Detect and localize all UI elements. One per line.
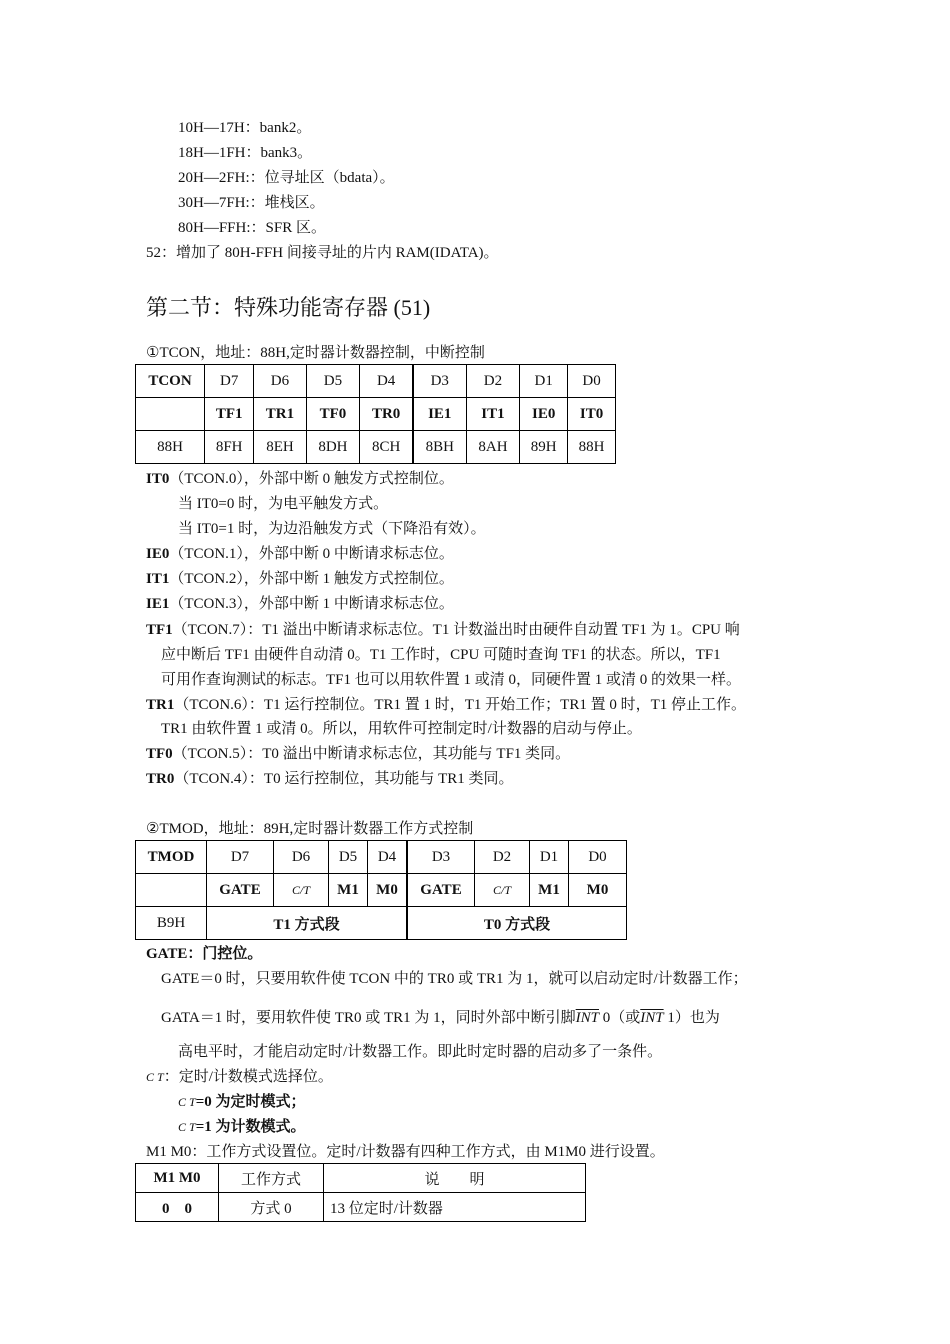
memory-map-line: 20H—2FH:：位寻址区（bdata）。 xyxy=(178,170,395,186)
table-cell: D4 xyxy=(368,841,408,874)
table-cell: C/T xyxy=(274,874,329,907)
desc-line xyxy=(146,620,740,640)
tcon-bits-row xyxy=(136,398,616,431)
table-cell xyxy=(207,907,408,940)
desc-line xyxy=(146,569,454,589)
desc-line xyxy=(146,469,454,489)
desc-text: （TCON.2），外部中断 1 触发方式控制位。 xyxy=(169,571,454,587)
table-cell: TF0 xyxy=(306,398,360,431)
int1-number: 1 xyxy=(667,1010,675,1026)
table-cell: M1 xyxy=(530,874,569,907)
table-cell: 8EH xyxy=(254,431,306,464)
table-cell: IT1 xyxy=(466,398,520,431)
bit-name: TR0 xyxy=(146,771,175,787)
table-cell: IE0 xyxy=(520,398,568,431)
ct-line xyxy=(146,1067,333,1087)
tcon-table xyxy=(135,364,616,464)
table-cell: 89H xyxy=(520,431,568,464)
note-52: 52：增加了 80H-FFH 间接寻址的片内 RAM(IDATA)。 xyxy=(146,245,499,261)
ct1-line xyxy=(178,1117,306,1137)
int0-symbol: $\overline{INT}$ xyxy=(575,1010,599,1026)
ct1-text: =1 为计数模式。 xyxy=(195,1119,306,1135)
table-cell: TR0 xyxy=(360,398,413,431)
table-cell: TCON xyxy=(136,365,205,398)
table-cell: 0 0 xyxy=(136,1193,219,1222)
bit-name: IE1 xyxy=(146,596,170,612)
ct0-line xyxy=(178,1092,306,1112)
gate1-text: GATA＝1 时，要用软件使 TR0 或 TR1 为 1，同时外部中断引脚 xyxy=(161,1010,576,1026)
table-cell: D1 xyxy=(520,365,568,398)
tmod-bits-row xyxy=(136,874,627,907)
gate1-continuation: 高电平时，才能启动定时/计数器工作。即此时定时器的启动多了一条件。 xyxy=(178,1044,663,1060)
tmod-address-row xyxy=(136,907,627,940)
tcon-caption: ①TCON，地址：88H,定时器计数器控制，中断控制 xyxy=(146,345,485,361)
int1-symbol: $\overline{INT}$ xyxy=(640,1010,664,1026)
memory-map-line: 30H—7FH:：堆栈区。 xyxy=(178,195,325,211)
table-cell: 工作方式 xyxy=(219,1164,324,1193)
table-cell: D7 xyxy=(207,841,274,874)
desc-text: （TCON.1），外部中断 0 中断请求标志位。 xyxy=(169,546,454,562)
desc-line xyxy=(146,769,514,789)
desc-line: 当 IT0=1 时，为边沿触发方式（下降沿有效）。 xyxy=(178,521,486,537)
table-cell: B9H xyxy=(136,907,207,940)
table-cell: D3 xyxy=(407,841,475,874)
desc-line: 当 IT0=0 时，为电平触发方式。 xyxy=(178,496,389,512)
ct-symbol: C T xyxy=(178,1120,196,1134)
table-cell: 88H xyxy=(568,431,616,464)
table-cell: D2 xyxy=(466,365,520,398)
section-title: 第二节：特殊功能寄存器 (51) xyxy=(146,295,431,320)
table-cell: C/T xyxy=(475,874,530,907)
memory-map-line: 10H—17H：bank2。 xyxy=(178,120,312,136)
desc-line: TR1 由软件置 1 或清 0。所以，用软件可控制定时/计数器的启动与停止。 xyxy=(161,721,642,737)
table-cell: 8BH xyxy=(413,431,466,464)
desc-line: 可用作查询测试的标志。TF1 也可以用软件置 1 或清 0，同硬件置 1 或清 0 的效果一样。 xyxy=(161,672,742,688)
mode-header-row xyxy=(136,1164,586,1193)
table-cell: M0 xyxy=(569,874,627,907)
memory-map-line: 80H—FFH:：SFR 区。 xyxy=(178,220,326,236)
tmod-header-row xyxy=(136,841,627,874)
table-cell: D0 xyxy=(569,841,627,874)
table-cell: 8CH xyxy=(360,431,413,464)
table-cell: D3 xyxy=(413,365,466,398)
ct0-text: =0 为定时模式； xyxy=(195,1094,306,1110)
gate-title: GATE：门控位。 xyxy=(146,946,263,962)
table-cell: 13 位定时/计数器 xyxy=(324,1193,586,1222)
table-cell: 方式 0 xyxy=(219,1193,324,1222)
table-cell: M0 xyxy=(368,874,408,907)
or-text: （或 xyxy=(610,1010,641,1026)
gate1-suffix: ）也为 xyxy=(674,1010,720,1026)
table-cell: IT0 xyxy=(568,398,616,431)
gate0-line: GATE＝0 时，只要用软件使 TCON 中的 TR0 或 TR1 为 1，就可以启动定时/计数器工作； xyxy=(161,971,748,987)
desc-text: （TCON.0），外部中断 0 触发方式控制位。 xyxy=(169,471,454,487)
memory-map-line: 18H—1FH：bank3。 xyxy=(178,145,313,161)
table-cell xyxy=(136,398,205,431)
table-cell: D4 xyxy=(360,365,413,398)
desc-text: （TCON.7）：T1 溢出中断请求标志位。T1 计数溢出时由硬件自动置 TF1 为 1。CPU 响 xyxy=(172,622,740,638)
table-cell: D2 xyxy=(475,841,530,874)
table-cell: D5 xyxy=(306,365,360,398)
bit-name: TR1 xyxy=(146,697,175,713)
table-cell: TF1 xyxy=(205,398,254,431)
table-cell: 88H xyxy=(136,431,205,464)
desc-line xyxy=(146,695,746,715)
table-cell: 8FH xyxy=(205,431,254,464)
ct-text: ：定时/计数模式选择位。 xyxy=(163,1069,333,1085)
table-cell: GATE xyxy=(207,874,274,907)
table-cell: D6 xyxy=(274,841,329,874)
bit-name: IT0 xyxy=(146,471,170,487)
table-cell: 8DH xyxy=(306,431,360,464)
table-cell: D0 xyxy=(568,365,616,398)
table-cell: D7 xyxy=(205,365,254,398)
desc-line xyxy=(146,544,454,564)
desc-line: 应中断后 TF1 由硬件自动清 0。T1 工作时，CPU 可随时查询 TF1 的状态。所以，TF1 xyxy=(161,647,721,663)
bit-name: IT1 xyxy=(146,571,170,587)
ct-symbol: C T xyxy=(178,1095,196,1109)
bit-name: TF1 xyxy=(146,622,173,638)
desc-text: （TCON.6）：T1 运行控制位。TR1 置 1 时，T1 开始工作；TR1 置 0 时，T1 停止工作。 xyxy=(174,697,747,713)
table-cell: TR1 xyxy=(254,398,306,431)
table-cell: D5 xyxy=(329,841,368,874)
desc-text: （TCON.5）：T0 溢出中断请求标志位，其功能与 TF1 类同。 xyxy=(172,746,571,762)
gate1-line xyxy=(161,1008,720,1028)
desc-text: （TCON.3），外部中断 1 中断请求标志位。 xyxy=(169,596,454,612)
mode-row xyxy=(136,1193,586,1222)
t0-section: T0 方式段 xyxy=(483,916,551,933)
bit-name: TF0 xyxy=(146,746,173,762)
bit-name: IE0 xyxy=(146,546,170,562)
table-cell: M1 xyxy=(329,874,368,907)
tcon-address-row xyxy=(136,431,616,464)
desc-line xyxy=(146,594,454,614)
ct-symbol: C T xyxy=(146,1070,164,1084)
table-cell: IE1 xyxy=(413,398,466,431)
table-cell: 8AH xyxy=(466,431,520,464)
mode-table xyxy=(135,1163,586,1222)
table-cell: D1 xyxy=(530,841,569,874)
desc-text: （TCON.4）：T0 运行控制位，其功能与 TR1 类同。 xyxy=(174,771,514,787)
desc-line xyxy=(146,744,570,764)
t1-section: T1 方式段 xyxy=(273,916,340,933)
tcon-header-row xyxy=(136,365,616,398)
tmod-table xyxy=(135,840,627,940)
table-cell: TMOD xyxy=(136,841,207,874)
table-cell: 说 明 xyxy=(324,1164,586,1193)
table-cell: D6 xyxy=(254,365,306,398)
int0-number: 0 xyxy=(602,1010,611,1026)
table-cell: GATE xyxy=(407,874,475,907)
tmod-caption: ②TMOD，地址：89H,定时器计数器工作方式控制 xyxy=(146,821,474,837)
table-cell xyxy=(407,907,627,940)
table-cell: M1 M0 xyxy=(136,1164,219,1193)
m1m0-title: M1 M0：工作方式设置位。定时/计数器有四种工作方式，由 M1M0 进行设置。 xyxy=(146,1144,665,1160)
table-cell xyxy=(136,874,207,907)
